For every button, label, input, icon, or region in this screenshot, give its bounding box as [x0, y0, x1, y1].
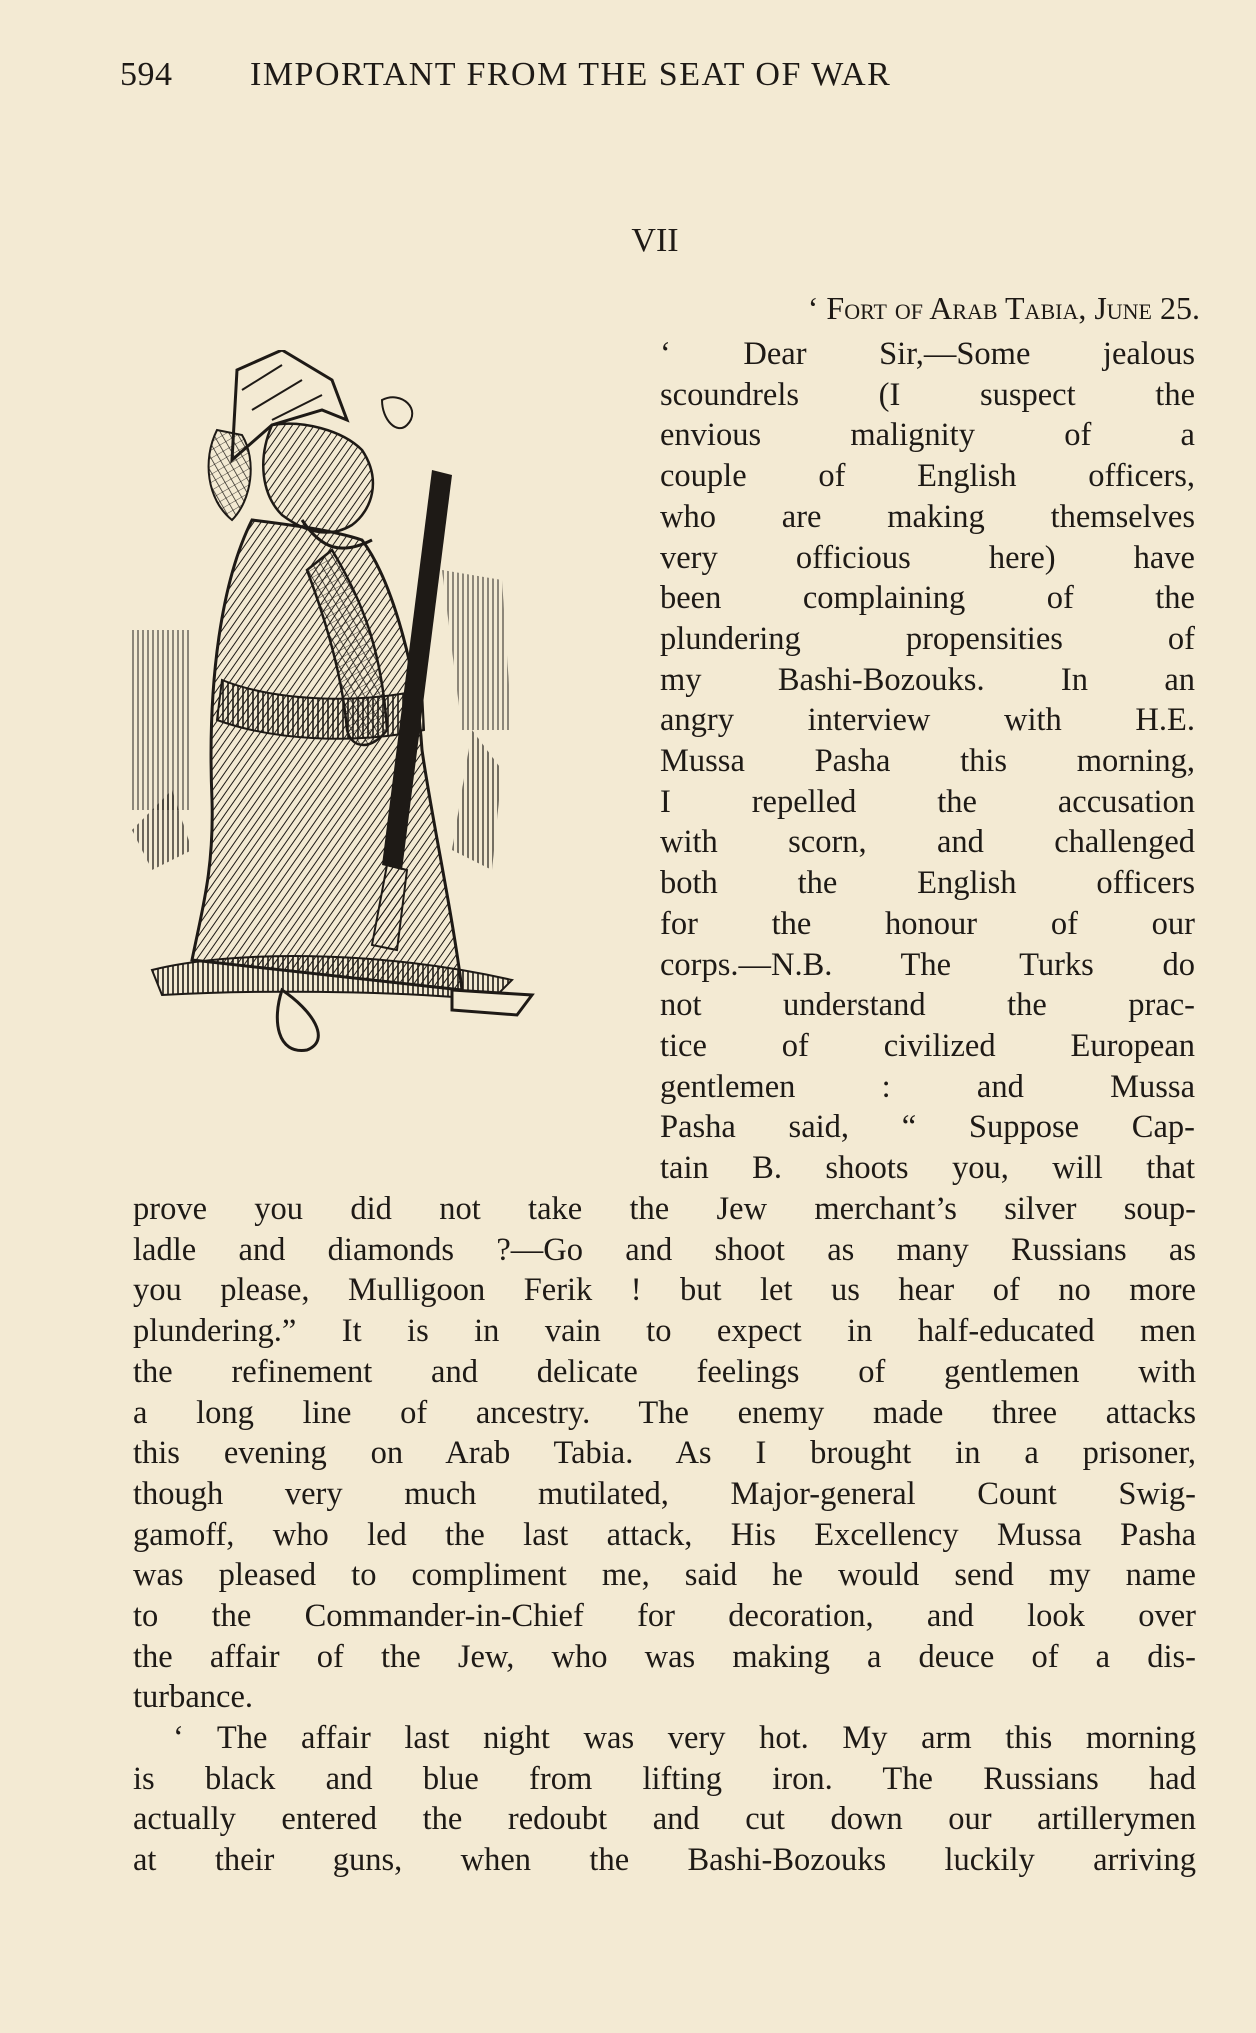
- paragraph-continuation: [133, 1189, 1196, 1718]
- letter-dateline: ‘ Fort of Arab Tabia, June 25.: [807, 290, 1200, 326]
- column-line: scoundrels (I suspect the: [660, 376, 1195, 413]
- column-line: Mussa Pasha this morning,: [660, 743, 1195, 780]
- text-line: this evening on Arab Tabia. As I brought in a prisoner,: [133, 1435, 1196, 1472]
- opening-column-text: [660, 334, 1195, 1189]
- text-line: prove you did not take the Jew merchant’s silver soup-: [133, 1191, 1196, 1227]
- column-line: ‘ Dear Sir,—Some jealous: [660, 336, 1195, 372]
- column-line: envious malignity of a: [660, 417, 1195, 454]
- text-line: you please, Mulligoon Ferik ! but let us hear of no more: [133, 1272, 1196, 1309]
- column-line: not understand the prac-: [660, 987, 1195, 1024]
- running-head: [120, 56, 1040, 94]
- paragraph-affair: [133, 1718, 1196, 1881]
- column-line: plundering propensities of: [660, 620, 1195, 657]
- text-line: the refinement and delicate feelings of gentlemen with: [133, 1353, 1196, 1390]
- page-number: 594: [120, 56, 173, 93]
- column-line: tice of civilized European: [660, 1027, 1195, 1064]
- text-line: turbance.: [133, 1679, 254, 1716]
- text-line: to the Commander-in-Chief for decoration, and look over: [133, 1598, 1196, 1635]
- text-line: actually entered the redoubt and cut down our artillerymen: [133, 1801, 1196, 1838]
- text-line: though very much mutilated, Major-general Count Swig-: [133, 1475, 1196, 1512]
- section-number: VII: [631, 222, 679, 259]
- column-line: I repelled the accusation: [660, 783, 1195, 820]
- text-line: was pleased to compliment me, said he would send my name: [133, 1557, 1196, 1594]
- column-line: very officious here) have: [660, 539, 1195, 576]
- text-line: ladle and diamonds ?—Go and shoot as many Russians as: [133, 1231, 1196, 1268]
- column-line: corps.—N.B. The Turks do: [660, 946, 1195, 983]
- column-line: Pasha said, “ Suppose Cap-: [660, 1109, 1195, 1146]
- running-title: IMPORTANT FROM THE SEAT OF WAR: [250, 56, 892, 93]
- column-line: my Bashi-Bozouks. In an: [660, 661, 1195, 698]
- soldier-with-rifle-engraving-icon: [132, 350, 652, 1150]
- column-line: both the English officers: [660, 865, 1195, 902]
- column-line: gentlemen : and Mussa: [660, 1068, 1195, 1105]
- column-line: been complaining of the: [660, 580, 1195, 617]
- column-line: angry interview with H.E.: [660, 702, 1195, 739]
- text-line: ‘ The affair last night was very hot. My arm this morning: [173, 1720, 1196, 1756]
- column-line: for the honour of our: [660, 905, 1195, 942]
- text-line: plundering.” It is in vain to expect in half-educated men: [133, 1313, 1196, 1350]
- column-line: with scorn, and challenged: [660, 824, 1195, 861]
- column-line: tain B. shoots you, will that: [660, 1150, 1195, 1187]
- column-line: couple of English officers,: [660, 458, 1195, 495]
- text-line: is black and blue from lifting iron. The Russians had: [133, 1760, 1196, 1797]
- text-line: the affair of the Jew, who was making a deuce of a dis-: [133, 1638, 1196, 1675]
- text-line: at their guns, when the Bashi-Bozouks luckily arriving: [133, 1842, 1196, 1879]
- column-line: who are making themselves: [660, 498, 1195, 535]
- text-line: gamoff, who led the last attack, His Excellency Mussa Pasha: [133, 1516, 1196, 1553]
- text-line: a long line of ancestry. The enemy made three attacks: [133, 1394, 1196, 1431]
